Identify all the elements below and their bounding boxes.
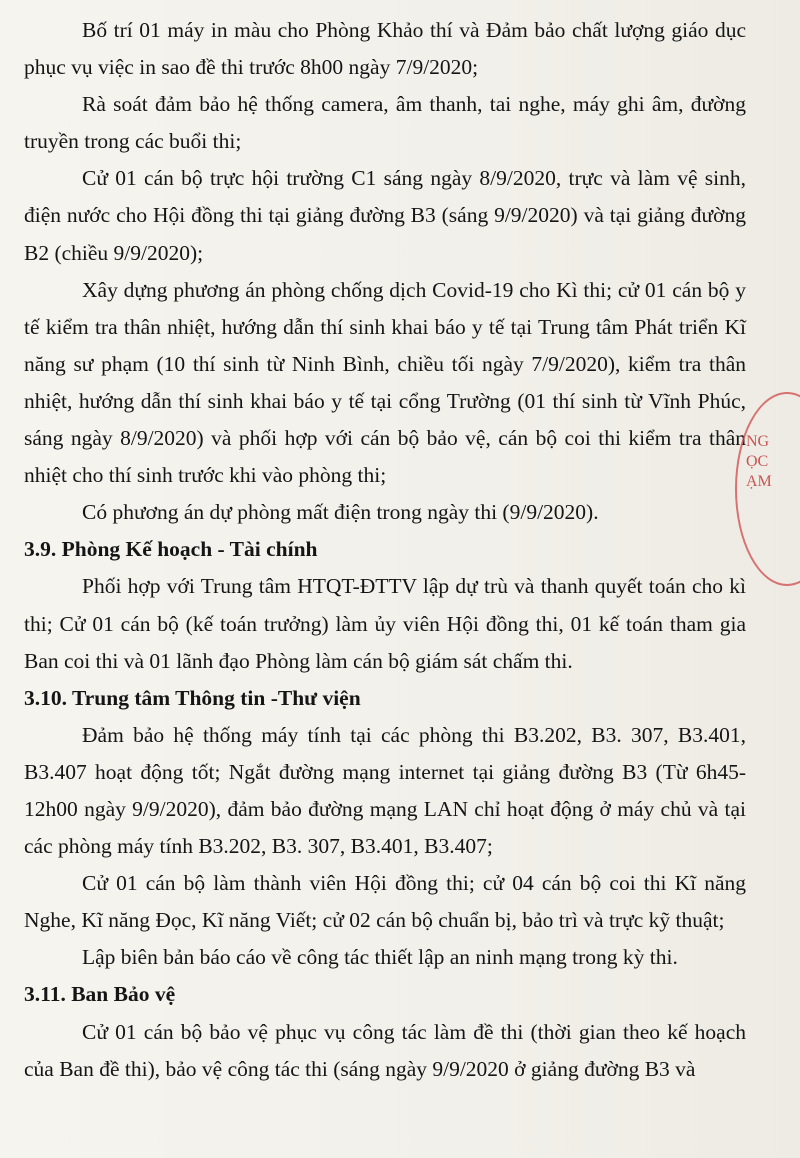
paragraph-printer: Bố trí 01 máy in màu cho Phòng Khảo thí và Đảm bảo chất lượng giáo dục phục vụ việc in sao đề thi trước 8h00 ngày 7/9/2020; xyxy=(24,18,746,80)
paragraph-hall-duty: Cử 01 cán bộ trực hội trường C1 sáng ngày 8/9/2020, trực và làm vệ sinh, điện nước cho Hội đồng thi tại giảng đường B3 (sáng 9/9/2020) và tại giảng đường B2 (chiều 9/9/2020); xyxy=(24,166,746,265)
paragraph-camera-audio: Rà soát đảm bảo hệ thống camera, âm thanh, tai nghe, máy ghi âm, đường truyền trong các buổi thi; xyxy=(24,92,746,154)
paragraph-computer-rooms: Đảm bảo hệ thống máy tính tại các phòng thi B3.202, B3. 307, B3.401, B3.407 hoạt động tốt; Ngắt đường mạng internet tại giảng đường B3 (Từ 6h45-12h00 ngày 9/9/2020), đảm bảo đường mạng LAN chỉ hoạt động ở máy chủ và tại các phòng máy tính B3.202, B3. 307, B3.401, B3.407; xyxy=(24,722,746,859)
seal-line: ẠM xyxy=(746,473,772,490)
paragraph-network-report: Lập biên bản báo cáo về công tác thiết lập an ninh mạng trong kỳ thi. xyxy=(82,945,678,970)
heading-security: 3.11. Ban Bảo vệ xyxy=(24,982,176,1007)
paragraph-covid: Xây dựng phương án phòng chống dịch Covid-19 cho Kì thi; cử 01 cán bộ y tế kiểm tra thân nhiệt, hướng dẫn thí sinh khai báo y tế tại Trung tâm Phát triển Kĩ năng sư phạm (10 thí sinh từ Ninh Bình, chiều tối ngày 7/9/2020), kiểm tra thân nhiệt, hướng dẫn thí sinh khai báo y tế tại cổng Trường (01 thí sinh từ Vĩnh Phúc, sáng ngày 8/9/2020) và phối hợp với cán bộ bảo vệ, cán bộ coi thi kiểm tra thân nhiệt cho thí sinh trước khi vào phòng thi; xyxy=(24,277,746,488)
heading-library: 3.10. Trung tâm Thông tin -Thư viện xyxy=(24,685,361,710)
heading-planning-finance: 3.9. Phòng Kế hoạch - Tài chính xyxy=(24,537,318,562)
paragraph-power-backup: Có phương án dự phòng mất điện trong ngày thi (9/9/2020). xyxy=(82,500,599,525)
seal-line: ỌC xyxy=(746,453,769,470)
seal-line: NG xyxy=(746,433,770,450)
paragraph-security: Cử 01 cán bộ bảo vệ phục vụ công tác làm đề thi (thời gian theo kế hoạch của Ban đề thi), bảo vệ công tác thi (sáng ngày 9/9/2020 ở giảng đường B3 và xyxy=(24,1019,746,1081)
paragraph-library-staff: Cử 01 cán bộ làm thành viên Hội đồng thi; cử 04 cán bộ coi thi Kĩ năng Nghe, Kĩ năng Đọc, Kĩ năng Viết; cử 02 cán bộ chuẩn bị, bảo trì và trực kỹ thuật; xyxy=(24,871,746,933)
paragraph-finance: Phối hợp với Trung tâm HTQT-ĐTTV lập dự trù và thanh quyết toán cho kì thi; Cử 01 cán bộ (kế toán trưởng) làm ủy viên Hội đồng thi, 01 kế toán tham gia Ban coi thi và 01 lãnh đạo Phòng làm cán bộ giám sát chấm thi. xyxy=(24,574,746,673)
seal-text xyxy=(746,432,800,492)
document-body xyxy=(24,12,746,1088)
